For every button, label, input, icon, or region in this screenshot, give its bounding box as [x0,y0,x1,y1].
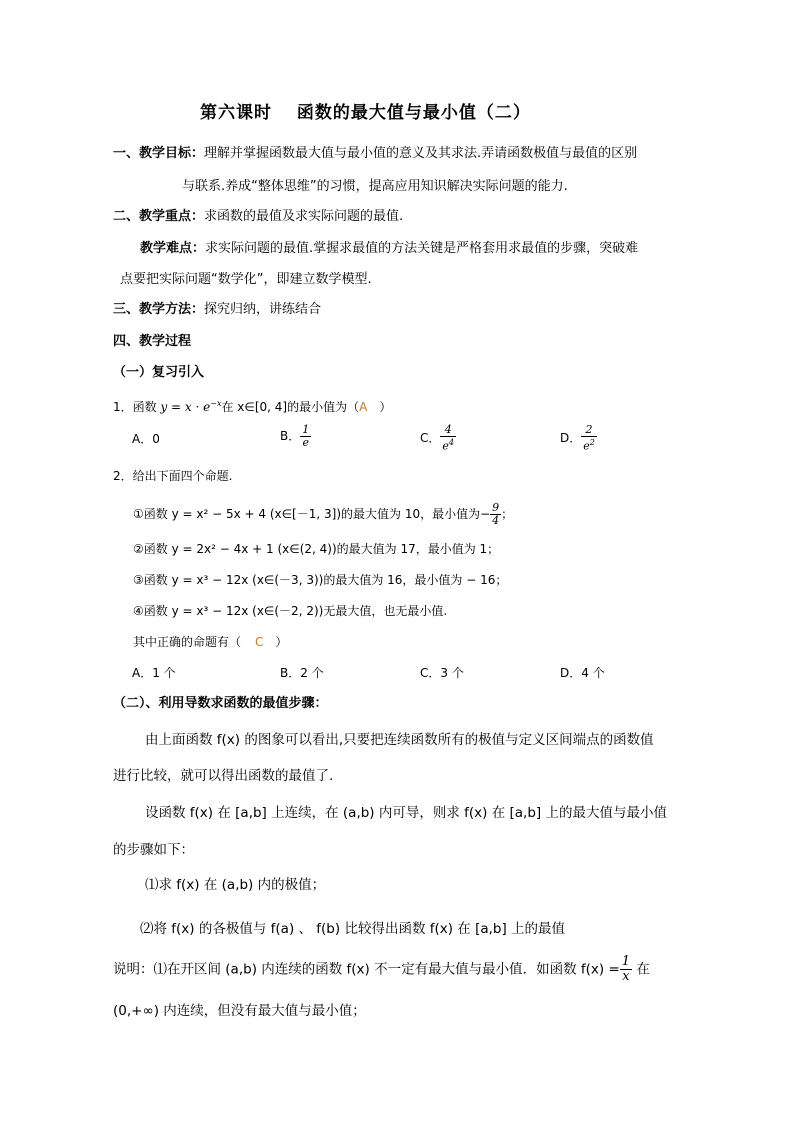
q1-option-b-label: B． [280,429,301,443]
q2-prop1 [133,502,513,527]
goal-text-1: 理解并掌握函数最大值与最小值的意义及其求法.弄请函数极值与最值的区别 [204,146,638,161]
q1-option-b [280,424,311,449]
key-text: 求函数的最值及求实际问题的最值. [204,209,404,224]
q1-b-num: 1 [302,423,310,436]
process-heading: 四、教学过程 [113,334,192,349]
q1-option-c-frac [440,424,456,453]
q2-option-a: A．1 个 [132,666,176,680]
q1-d-den-exp: 2 [589,438,595,447]
page-title: 第六课时 函数的最大值与最小值（二） [200,103,531,123]
q2-prop3: ③函数 y = x³ − 12x (x∈(－3, 3))的最大值为 16，最小值为 − 16； [133,573,508,587]
q2-option-d: D．4 个 [560,666,605,680]
goal-line2: 与联系.养成“整体思维”的习惯，提高应用知识解决实际问题的能力. [182,179,568,194]
q2-prop1-num: 9 [492,501,500,514]
q2-answer: C [255,635,264,649]
q1-d-den [581,437,597,453]
q1-prefix: 1．函数 [113,400,161,414]
q1-option-c-label: C． [420,430,441,445]
note-frac-den: x [622,969,630,984]
q1-exp: −x [210,399,222,408]
step-2: ⑵将 f(x) 的各极值与 f(a) 、 f(b) 比较得出函数 f(x) 在 [a,b] 上的最值 [140,921,566,937]
q2-option-c: C．3 个 [420,666,464,680]
review-heading: （一）复习引入 [113,365,205,380]
q1-func: y = x · e [160,400,211,414]
q2-prop1-text: ①函数 y = x² − 5x + 4 (x∈[－1, 3])的最大值为 10，最小值为 [133,507,481,521]
q1-option-b-frac [300,424,311,449]
method-label: 三、教学方法： [113,302,205,317]
q1-close: ） [367,400,392,414]
q2-option-b: B．2 个 [280,666,324,680]
difficulty-line2: 点要把实际问题“数学化”，即建立数学模型. [120,272,372,287]
key-label: 二、教学重点： [113,209,205,224]
q1-option-d-frac [581,424,597,453]
difficulty-line1 [140,240,638,258]
q1-option-c [420,424,456,453]
para1-line2: 进行比较，就可以得出函数的最值了. [113,768,334,784]
para2-line2: 的步骤如下： [113,842,194,858]
q1-b-den: e [302,436,309,449]
step-1: ⑴求 f(x) 在 (a,b) 内的极值； [145,877,326,893]
q2-prop1-neg: − [480,507,491,521]
q1-d-den-base: e [583,439,590,453]
para1-line1: 由上面函数 f(x) 的图象可以看出,只要把连续函数所有的极值与定义区间端点的函数值 [145,732,654,748]
q2-prop1-den: 4 [492,514,500,527]
q2-stem: 2．给出下面四个命题. [113,469,233,483]
q2-prop1-end: ； [501,507,514,521]
method [113,301,321,319]
goal-label: 一、教学目标： [113,146,205,161]
key-point [113,208,403,226]
para2-line1: 设函数 f(x) 在 [a,b] 上连续，在 (a,b) 内可导，则求 f(x) 在 [a,b] 上的最大值与最小值 [145,805,667,821]
method-text: 探究归纳，讲练结合 [204,302,322,317]
q2-prop1-frac [490,502,501,527]
q1-answer: A [359,400,368,414]
note-text-end: 在 [632,961,650,978]
q1-option-d-label: D． [560,430,582,445]
q2-ask [133,633,287,651]
q1-option-d [560,424,597,453]
difficulty-text-1: 求实际问题的最值.掌握求最值的方法关键是严格套用求最值的步骤，突破难 [205,241,639,256]
q2-close: ） [263,635,288,649]
q1-d-num: 2 [581,424,597,437]
q1-stem [113,395,391,416]
q2-prop2: ②函数 y = 2x² − 4x + 1 (x∈(2, 4))的最大值为 17，最小值为 1； [133,542,500,556]
q1-c-den [440,437,456,453]
q1-c-den-base: e [442,439,449,453]
note-line1 [113,955,650,984]
note-line2: (0,+∞) 内连续，但没有最大值与最小值； [113,1003,366,1019]
steps-heading: （二）、利用导数求函数的最值步骤： [113,696,328,711]
q1-option-a: A．0 [132,432,160,446]
q1-mid: 在 x∈[0, 4]的最小值为（ [221,400,360,414]
q1-c-num: 4 [440,424,456,437]
q2-prop4: ④函数 y = x³ − 12x (x∈(－2, 2))无最大值，也无最小值. [133,604,448,618]
note-text-1: 说明：⑴在开区间 (a,b) 内连续的函数 f(x) 不一定有最大值与最小值．如函数 f(x) = [113,961,620,978]
note-frac-num: 1 [621,954,631,969]
goal-line1 [113,145,637,163]
difficulty-label: 教学难点： [140,241,206,256]
q2-ask-text: 其中正确的命题有（ [133,635,242,649]
q1-c-den-exp: 4 [448,438,454,447]
note-frac [620,955,632,984]
